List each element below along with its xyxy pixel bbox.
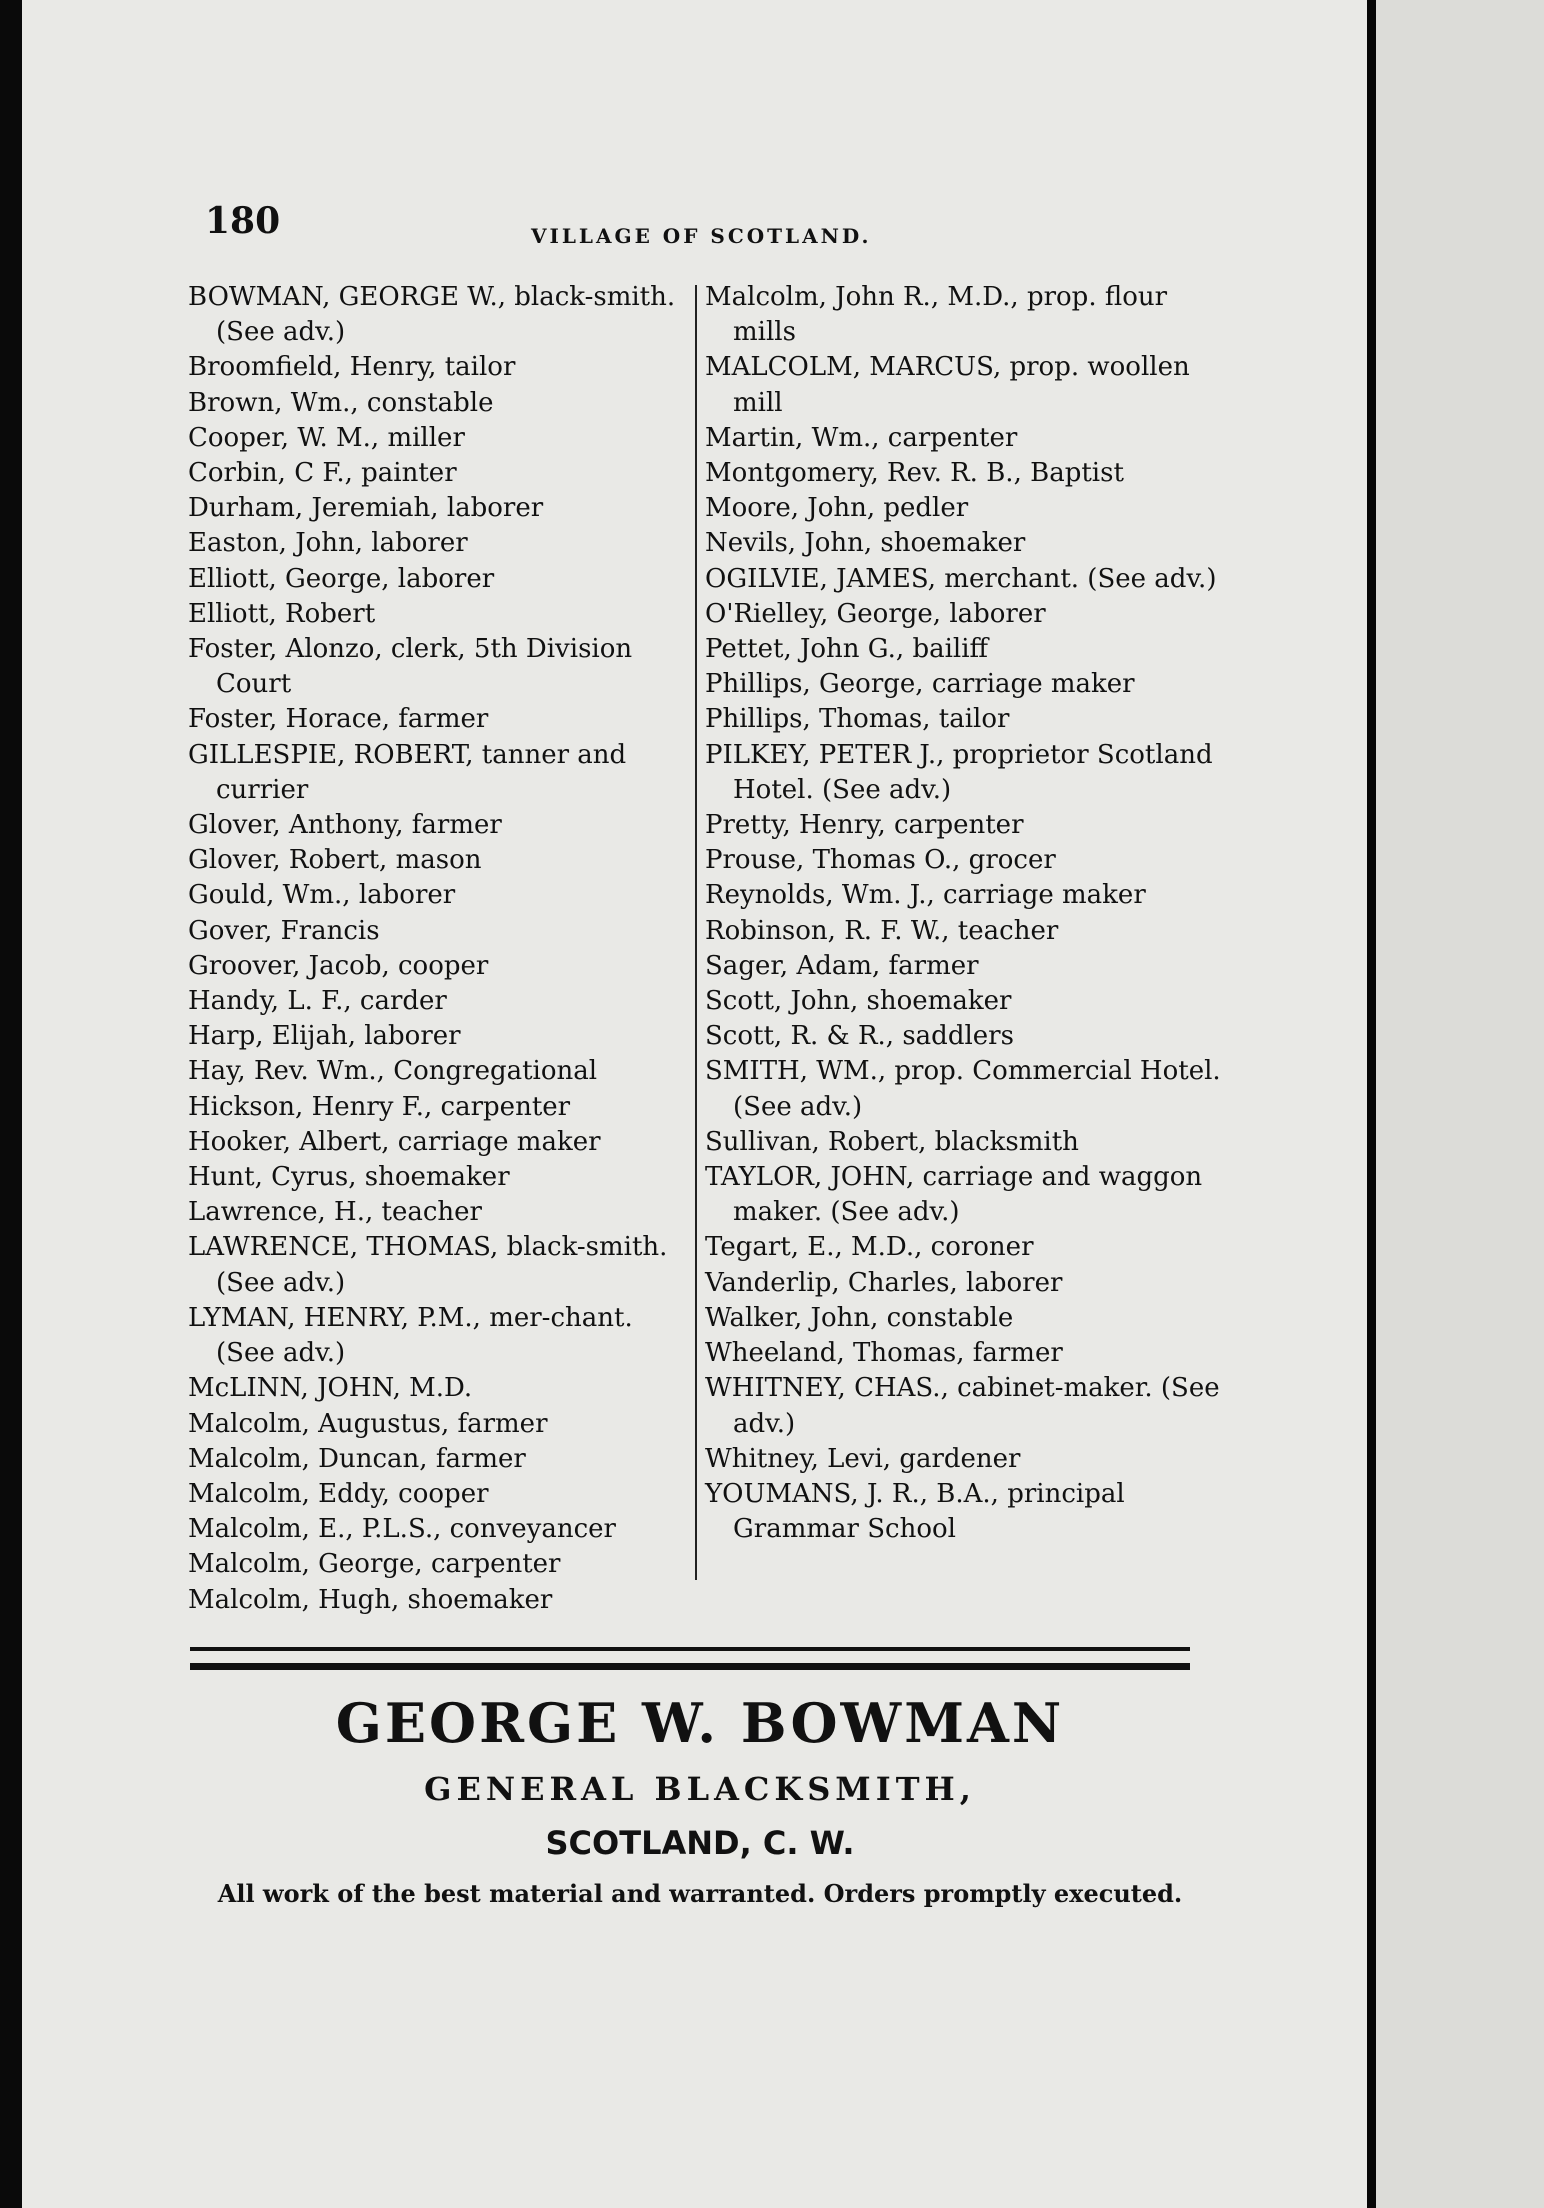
- column-divider: [695, 285, 697, 1580]
- directory-entry: SMITH, WM., prop. Commercial Hotel. (See adv.): [705, 1056, 1221, 1122]
- directory-entry: Foster, Alonzo, clerk, 5th Division Court: [188, 634, 633, 700]
- page-header: [205, 200, 1205, 250]
- directory-entry: Hay, Rev. Wm., Congregational: [188, 1056, 598, 1087]
- page-number: 180: [205, 200, 281, 242]
- adjacent-page-strip: [1376, 0, 1544, 2208]
- directory-entry: Malcolm, Eddy, cooper: [188, 1478, 489, 1509]
- directory-right-column: [705, 280, 1225, 1547]
- directory-entry: Scott, John, shoemaker: [705, 986, 1012, 1017]
- directory-entry: Sager, Adam, farmer: [705, 950, 979, 981]
- directory-entry: Handy, L. F., carder: [188, 986, 447, 1017]
- directory-entry: PILKEY, PETER J., proprietor Scotland Hotel. (See adv.): [705, 739, 1213, 805]
- directory-entry: MALCOLM, MARCUS, prop. woollen mill: [705, 352, 1190, 418]
- directory-entry: Gould, Wm., laborer: [188, 880, 456, 911]
- directory-entry: Sullivan, Robert, blacksmith: [705, 1126, 1079, 1157]
- directory-entry: LAWRENCE, THOMAS, black-smith. (See adv.): [188, 1232, 668, 1298]
- running-title: VILLAGE OF SCOTLAND.: [531, 224, 872, 248]
- directory-entry: Easton, John, laborer: [188, 528, 468, 559]
- directory-entry: Vanderlip, Charles, laborer: [705, 1267, 1063, 1298]
- directory-entry: Tegart, E., M.D., coroner: [705, 1232, 1034, 1263]
- directory-entry: Elliott, Robert: [188, 598, 376, 629]
- directory-entry: Hooker, Albert, carriage maker: [188, 1126, 601, 1157]
- directory-entry: Walker, John, constable: [705, 1302, 1014, 1333]
- directory-entry: Corbin, C F., painter: [188, 458, 457, 489]
- directory-entry: Glover, Robert, mason: [188, 845, 482, 876]
- directory-entry: Malcolm, Hugh, shoemaker: [188, 1584, 553, 1615]
- directory-entry: Malcolm, Augustus, farmer: [188, 1408, 548, 1439]
- directory-entry: Cooper, W. M., miller: [188, 422, 465, 453]
- directory-left-column: [188, 280, 688, 1618]
- directory-entry: Durham, Jeremiah, laborer: [188, 493, 544, 524]
- directory-entry: Harp, Elijah, laborer: [188, 1021, 461, 1052]
- directory-entry: TAYLOR, JOHN, carriage and waggon maker. (See adv.): [705, 1162, 1203, 1228]
- directory-entry: McLINN, JOHN, M.D.: [188, 1373, 473, 1404]
- directory-entry: Malcolm, George, carpenter: [188, 1549, 561, 1580]
- ad-trade: GENERAL BLACKSMITH,: [424, 1770, 976, 1808]
- directory-entry: Pretty, Henry, carpenter: [705, 810, 1024, 841]
- directory-entry: Martin, Wm., carpenter: [705, 422, 1018, 453]
- directory-entry: Reynolds, Wm. J., carriage maker: [705, 880, 1146, 911]
- directory-entry: Montgomery, Rev. R. B., Baptist: [705, 458, 1124, 489]
- ad-location: SCOTLAND, C. W.: [545, 1824, 855, 1862]
- directory-entry: Gover, Francis: [188, 915, 380, 946]
- directory-entry: Foster, Horace, farmer: [188, 704, 489, 735]
- directory-entry: Hickson, Henry F., carpenter: [188, 1091, 571, 1122]
- directory-entry: O'Rielley, George, laborer: [705, 598, 1046, 629]
- directory-entry: Glover, Anthony, farmer: [188, 810, 502, 841]
- section-rule-thick: [190, 1663, 1190, 1670]
- ad-business-name: GEORGE W. BOWMAN: [335, 1691, 1065, 1755]
- directory-entry: Malcolm, Duncan, farmer: [188, 1443, 526, 1474]
- directory-entry: GILLESPIE, ROBERT, tanner and currier: [188, 739, 627, 805]
- directory-entry: Malcolm, E., P.L.S., conveyancer: [188, 1514, 616, 1545]
- directory-entry: LYMAN, HENRY, P.M., mer-chant. (See adv.): [188, 1302, 633, 1369]
- directory-entry: Lawrence, H., teacher: [188, 1197, 482, 1228]
- directory-entry: Groover, Jacob, cooper: [188, 950, 489, 981]
- directory-entry: Whitney, Levi, gardener: [705, 1443, 1021, 1474]
- directory-entry: Elliott, George, laborer: [188, 563, 495, 594]
- directory-entry: Malcolm, John R., M.D., prop. flour mills: [705, 282, 1168, 348]
- directory-entry: Moore, John, pedler: [705, 493, 969, 524]
- directory-entry: Phillips, Thomas, tailor: [705, 704, 1010, 735]
- directory-entry: Broomfield, Henry, tailor: [188, 352, 516, 383]
- directory-entry: Nevils, John, shoemaker: [705, 528, 1026, 559]
- directory-entry: OGILVIE, JAMES, merchant. (See adv.): [705, 563, 1217, 594]
- directory-entry: Hunt, Cyrus, shoemaker: [188, 1162, 510, 1193]
- directory-entry: Prouse, Thomas O., grocer: [705, 845, 1056, 876]
- directory-entry: Brown, Wm., constable: [188, 387, 494, 418]
- directory-entry: Pettet, John G., bailiff: [705, 634, 989, 665]
- directory-entry: Wheeland, Thomas, farmer: [705, 1338, 1063, 1369]
- section-rule-thin: [190, 1647, 1190, 1651]
- directory-entry: Phillips, George, carriage maker: [705, 669, 1135, 700]
- directory-entry: WHITNEY, CHAS., cabinet-maker. (See adv.): [705, 1373, 1220, 1439]
- directory-entry: BOWMAN, GEORGE W., black-smith. (See adv.): [188, 282, 676, 348]
- directory-entry: YOUMANS, J. R., B.A., principal Grammar School: [705, 1478, 1125, 1545]
- directory-entry: Scott, R. & R., saddlers: [705, 1021, 1014, 1052]
- advertisement: [170, 1690, 1230, 1914]
- binding-edge: [1367, 0, 1376, 2208]
- ad-slogan: All work of the best material and warranted. Orders promptly executed.: [217, 1879, 1183, 1908]
- directory-entry: Robinson, R. F. W., teacher: [705, 915, 1059, 946]
